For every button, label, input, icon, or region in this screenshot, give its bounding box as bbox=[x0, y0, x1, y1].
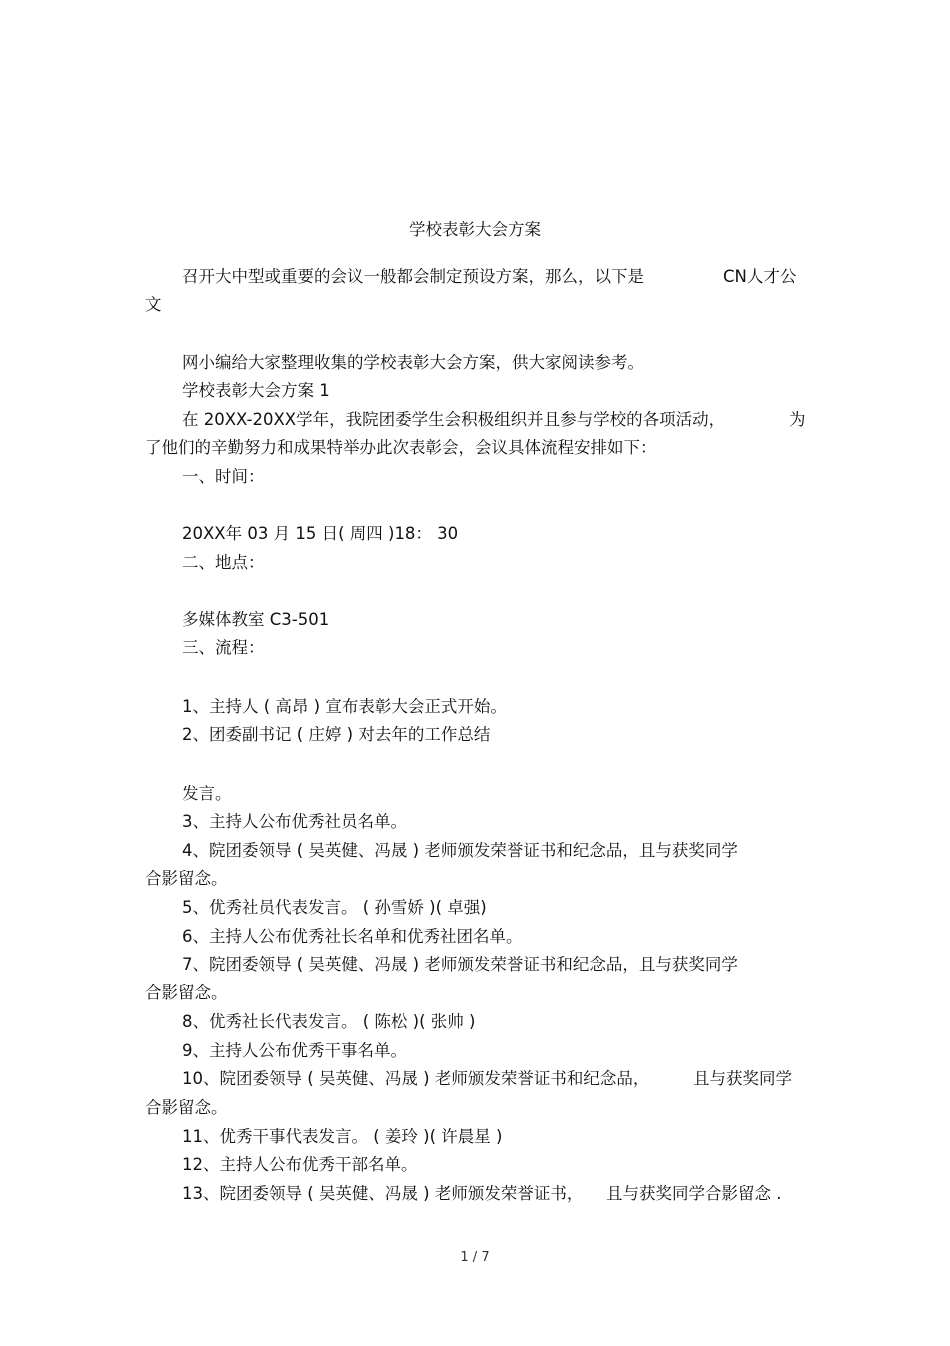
step-4-line-2: 合影留念。 bbox=[145, 869, 228, 888]
section-heading: 学校表彰大会方案 1 bbox=[182, 381, 330, 400]
step-10-line-2: 合影留念。 bbox=[145, 1098, 228, 1117]
step-1: 1、主持人 ( 高昂 ) 宣布表彰大会正式开始。 bbox=[182, 697, 507, 716]
step-7-line-2: 合影留念。 bbox=[145, 983, 228, 1002]
step-4-line-1: 4、院团委领导 ( 吴英健、冯晟 ) 老师颁发荣誉证书和纪念品，且与获奖同学 bbox=[182, 841, 738, 860]
paragraph-1-line-1: 在 20XX-20XX学年，我院团委学生会积极组织并且参与学校的各项活动， bbox=[182, 410, 726, 429]
step-12: 12、主持人公布优秀干部名单。 bbox=[182, 1155, 418, 1174]
step-6: 6、主持人公布优秀社长名单和优秀社团名单。 bbox=[182, 927, 523, 946]
step-2-continued: 发言。 bbox=[182, 784, 232, 803]
intro-line-3: 网小编给大家整理收集的学校表彰大会方案，供大家阅读参考。 bbox=[182, 353, 644, 372]
intro-line-1: 召开大中型或重要的会议一般都会制定预设方案，那么，以下是 bbox=[182, 267, 644, 286]
time-heading: 一、时间： bbox=[182, 467, 265, 486]
step-13-tail: 且与获奖同学合影留念 . bbox=[606, 1184, 782, 1203]
paragraph-1-line-2: 了他们的辛勤努力和成果特举办此次表彰会，会议具体流程安排如下： bbox=[145, 438, 657, 457]
place-heading: 二、地点： bbox=[182, 553, 265, 572]
step-5: 5、优秀社员代表发言。 ( 孙雪娇 )( 卓强) bbox=[182, 898, 487, 917]
step-8: 8、优秀社长代表发言。 ( 陈松 )( 张帅 ) bbox=[182, 1012, 476, 1031]
intro-line-1-tail: CN人才公 bbox=[723, 267, 797, 286]
step-7-line-1: 7、院团委领导 ( 吴英健、冯晟 ) 老师颁发荣誉证书和纪念品，且与获奖同学 bbox=[182, 955, 738, 974]
time-value: 20XX年 03 月 15 日( 周四 )18： 30 bbox=[182, 524, 459, 543]
paragraph-1-line-1-tail: 为 bbox=[789, 410, 806, 429]
intro-line-2: 文 bbox=[145, 295, 162, 314]
step-10-line-1: 10、院团委领导 ( 吴英健、冯晟 ) 老师颁发荣誉证书和纪念品， bbox=[182, 1069, 650, 1088]
document-title: 学校表彰大会方案 bbox=[409, 220, 541, 239]
step-3: 3、主持人公布优秀社员名单。 bbox=[182, 812, 407, 831]
page-number: 1 / 7 bbox=[460, 1250, 490, 1265]
step-2: 2、团委副书记 ( 庄婷 ) 对去年的工作总结 bbox=[182, 725, 491, 744]
step-9: 9、主持人公布优秀干事名单。 bbox=[182, 1041, 407, 1060]
step-13: 13、院团委领导 ( 吴英健、冯晟 ) 老师颁发荣誉证书， bbox=[182, 1184, 584, 1203]
flow-heading: 三、流程： bbox=[182, 638, 265, 657]
step-10-line-1-tail: 且与获奖同学 bbox=[693, 1069, 792, 1088]
step-11: 11、优秀干事代表发言。 ( 姜玲 )( 许晨星 ) bbox=[182, 1127, 503, 1146]
place-value: 多媒体教室 C3-501 bbox=[182, 610, 330, 629]
